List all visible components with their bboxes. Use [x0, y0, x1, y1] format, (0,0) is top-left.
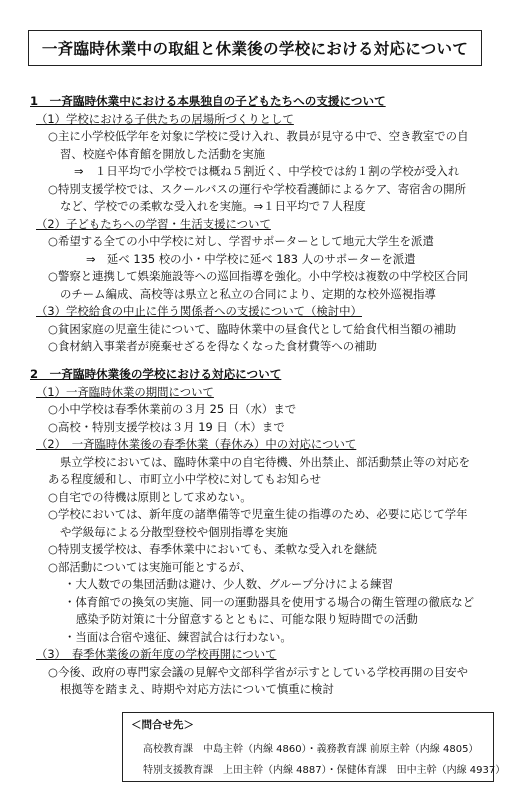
paragraph-line: や学級毎による分散型登校や個別指導を実施 [60, 525, 288, 539]
section2-heading: 2 一斉臨時休業後の学校における対応について [30, 367, 282, 381]
paragraph-line: のチーム編成、高校等は県立と私立の合同により、定期的な校外巡視指導 [60, 287, 436, 301]
paragraph-line: ⇒ １日平均で小学校では概ね５割近く、中学校では約１割の学校が受入れ [74, 164, 460, 178]
contact-line: 高校教育課 中島主幹（内線 4860）・義務教育課 前原主幹（内線 4805） [143, 744, 479, 755]
paragraph-line: ⇒ 延べ 135 校の小・中学校に延べ 183 人のサポーターを派遣 [86, 252, 416, 266]
paragraph-line: ○小中学校は春季休業前の３月 25 日（水）まで [48, 402, 297, 416]
section1-heading: 1 一斉臨時休業中における本県独自の子どもたちへの支援について [30, 94, 386, 108]
section2-sub3: （3） 春季休業後の新年度の学校再開について [36, 647, 277, 661]
paragraph-line: 習、校庭や体育館を開放した活動を実施 [60, 147, 266, 161]
paragraph-line: 県立学校においては、臨時休業中の自宅待機、外出禁止、部活動禁止等の対応を [60, 455, 471, 469]
section2-sub1: （1）一斉臨時休業の期間について [36, 385, 214, 399]
paragraph-line: 感染予防対策に十分留意するとともに、可能な限り短時間での活動 [76, 612, 418, 626]
paragraph-line: ○食材納入事業者が廃棄せざるを得なくなった食材費等への補助 [48, 339, 377, 353]
paragraph-line: ○主に小学校低学年を対象に学校に受け入れ、教員が見守る中で、空き教室での自 [48, 129, 469, 143]
document-title: 一斉臨時休業中の取組と休業後の学校における対応について [28, 30, 482, 66]
contact-title: ＜問合せ先＞ [131, 719, 194, 731]
paragraph-line: など、学校での柔軟な受入れを実施。⇒１日平均で７人程度 [60, 199, 366, 213]
paragraph-line: ○今後、政府の専門家会議の見解や文部科学省が示すとしている学校再開の目安や [48, 665, 469, 679]
paragraph-line: ○特別支援学校は、春季休業中においても、柔軟な受入れを継続 [48, 542, 377, 556]
paragraph-line: ・大人数での集団活動は避け、少人数、グループ分けによる練習 [64, 577, 393, 591]
paragraph-line: ○特別支援学校では、スクールバスの運行や学校看護師によるケア、寄宿舎の開所 [48, 182, 467, 196]
section1-sub3: （3）学校給食の中止に伴う関係者への支援について（検討中） [36, 304, 362, 318]
paragraph-line: ○学校においては、新年度の諸準備等で児童生徒の指導のため、必要に応じて学年 [48, 507, 468, 521]
paragraph-line: ○貧困家庭の児童生徒について、臨時休業中の昼食代として給食代相当額の補助 [48, 322, 457, 336]
section1-sub1: （1）学校における子供たちの居場所づくりとして [36, 112, 294, 126]
paragraph-line: ・当面は合宿や遠征、練習試合は行わない。 [64, 630, 292, 644]
contact-box [122, 712, 506, 782]
paragraph-line: 根拠等を踏まえ、時期や対応方法について慎重に検討 [60, 682, 334, 696]
paragraph-line: ○部活動については実施可能とするが、 [48, 560, 252, 574]
paragraph-line: ○自宅での待機は原則として求めない。 [48, 490, 252, 504]
section1-sub2: （2）子どもたちへの学習・生活支援について [36, 217, 271, 231]
section2-sub2: （2） 一斉臨時休業後の春季休業（春休み）中の対応について [36, 437, 357, 451]
paragraph-line: ○希望する全ての小中学校に対し、学習サポーターとして地元大学生を派遣 [48, 234, 434, 248]
paragraph-line: ある程度緩和し、市町立小中学校に対してもお知らせ [48, 472, 322, 486]
contact-line: 特別支援教育課 上田主幹（内線 4887）・保健体育課 田中主幹（内線 4937） [143, 765, 506, 776]
paragraph-line: ○警察と連携して娯楽施設等への巡回指導を強化。小中学校は複数の中学校区合同 [48, 269, 469, 283]
paragraph-line: ・体育館での換気の実施、同一の運動器具を使用する場合の衛生管理の徹底など [64, 595, 475, 609]
paragraph-line: ○高校・特別支援学校は３月 19 日（木）まで [48, 420, 285, 434]
